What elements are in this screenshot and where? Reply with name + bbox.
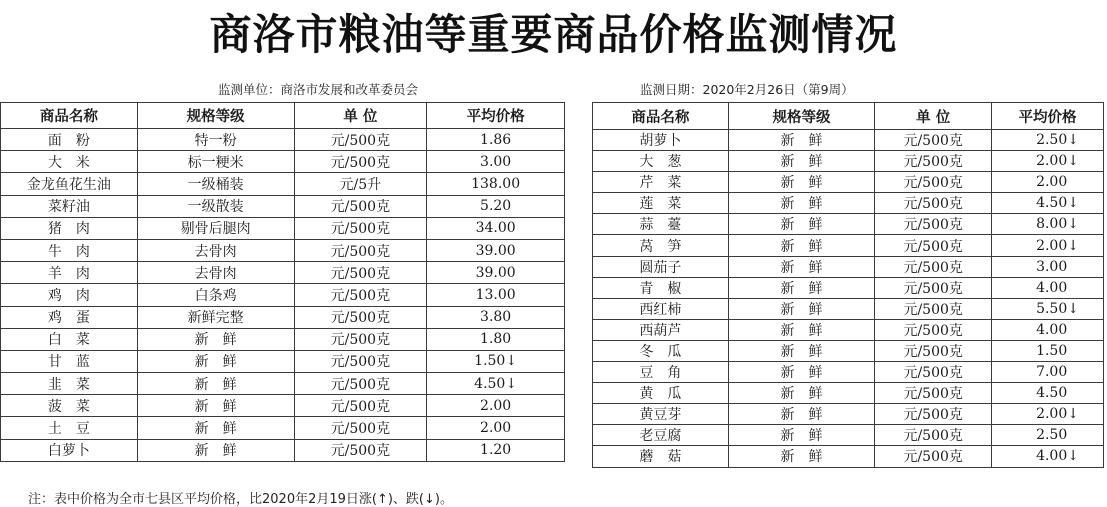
avg-price-cell: 5.50↓ — [992, 298, 1104, 319]
unit-cell: 元/500克 — [875, 425, 992, 446]
avg-price-cell: 1.80 — [427, 328, 565, 350]
table-row — [1, 417, 565, 439]
product-name-cell: 菠 菜 — [1, 395, 138, 417]
avg-price-cell: 2.50 — [992, 425, 1104, 446]
spec-grade-cell: 新 鲜 — [137, 417, 294, 439]
avg-price-cell: 4.00↓ — [992, 446, 1104, 467]
product-name-cell: 菜籽油 — [1, 195, 138, 217]
product-name-cell: 黄 瓜 — [593, 383, 729, 404]
unit-cell: 元/500克 — [294, 239, 427, 261]
unit-cell: 元/500克 — [875, 340, 992, 361]
product-name-cell: 鸡 蛋 — [1, 306, 138, 328]
table-header-row — [1, 103, 565, 129]
avg-price-cell: 7.00 — [992, 362, 1104, 383]
spec-grade-cell: 去骨肉 — [137, 262, 294, 284]
spec-grade-cell: 新 鲜 — [728, 340, 875, 361]
table-row — [593, 383, 1104, 404]
table-row — [1, 306, 565, 328]
avg-price-cell: 4.50↓ — [992, 193, 1104, 214]
header-product-name: 商品名称 — [593, 103, 729, 130]
table-row — [1, 373, 565, 395]
unit-cell: 元/500克 — [875, 256, 992, 277]
table-row — [1, 239, 565, 261]
table-row — [1, 217, 565, 239]
product-name-cell: 莴 笋 — [593, 235, 729, 256]
avg-price-cell: 1.50↓ — [427, 350, 565, 372]
avg-price-cell: 4.50↓ — [427, 373, 565, 395]
monitoring-date: 监测日期：2020年2月26日（第9周） — [640, 82, 854, 97]
avg-price-cell: 1.50 — [992, 340, 1104, 361]
table-row — [593, 193, 1104, 214]
product-name-cell: 芹 菜 — [593, 172, 729, 193]
unit-cell: 元/500克 — [294, 151, 427, 173]
table-row — [1, 195, 565, 217]
table-row — [593, 446, 1104, 467]
unit-cell: 元/500克 — [875, 277, 992, 298]
price-table-left — [0, 102, 565, 462]
product-name-cell: 白萝卜 — [1, 439, 138, 461]
table-row — [593, 319, 1104, 340]
spec-grade-cell: 新 鲜 — [137, 395, 294, 417]
header-unit: 单 位 — [294, 103, 427, 129]
table-row — [593, 172, 1104, 193]
unit-cell: 元/500克 — [875, 383, 992, 404]
header-spec-grade: 规格等级 — [728, 103, 875, 130]
spec-grade-cell: 剔骨后腿肉 — [137, 217, 294, 239]
table-row — [1, 350, 565, 372]
product-name-cell: 蘑 菇 — [593, 446, 729, 467]
table-row — [593, 130, 1104, 151]
unit-cell: 元/500克 — [294, 395, 427, 417]
spec-grade-cell: 一级散装 — [137, 195, 294, 217]
avg-price-cell: 34.00 — [427, 217, 565, 239]
spec-grade-cell: 新 鲜 — [728, 235, 875, 256]
spec-grade-cell: 新 鲜 — [728, 214, 875, 235]
unit-cell: 元/500克 — [294, 195, 427, 217]
table-row — [1, 284, 565, 306]
avg-price-cell: 3.80 — [427, 306, 565, 328]
avg-price-cell: 1.86 — [427, 129, 565, 151]
avg-price-cell: 3.00 — [992, 256, 1104, 277]
table-row — [593, 425, 1104, 446]
product-name-cell: 白 菜 — [1, 328, 138, 350]
spec-grade-cell: 新 鲜 — [728, 277, 875, 298]
unit-cell: 元/500克 — [294, 439, 427, 461]
product-name-cell: 大 葱 — [593, 151, 729, 172]
avg-price-cell: 8.00↓ — [992, 214, 1104, 235]
product-name-cell: 甘 蓝 — [1, 350, 138, 372]
spec-grade-cell: 特一粉 — [137, 129, 294, 151]
unit-cell: 元/500克 — [875, 298, 992, 319]
table-row — [1, 129, 565, 151]
product-name-cell: 老豆腐 — [593, 425, 729, 446]
table-row — [1, 395, 565, 417]
product-name-cell: 冬 瓜 — [593, 340, 729, 361]
avg-price-cell: 2.00 — [427, 417, 565, 439]
header-unit: 单 位 — [875, 103, 992, 130]
product-name-cell: 蒜 薹 — [593, 214, 729, 235]
avg-price-cell: 2.00↓ — [992, 404, 1104, 425]
spec-grade-cell: 新 鲜 — [728, 319, 875, 340]
price-table-right — [592, 102, 1104, 468]
table-row — [593, 256, 1104, 277]
product-name-cell: 黄豆芽 — [593, 404, 729, 425]
table-row — [593, 404, 1104, 425]
avg-price-cell: 5.20 — [427, 195, 565, 217]
avg-price-cell: 2.00 — [427, 395, 565, 417]
product-name-cell: 大 米 — [1, 151, 138, 173]
unit-cell: 元/500克 — [294, 129, 427, 151]
unit-cell: 元/500克 — [875, 214, 992, 235]
unit-cell: 元/500克 — [294, 284, 427, 306]
header-product-name: 商品名称 — [1, 103, 138, 129]
spec-grade-cell: 去骨肉 — [137, 239, 294, 261]
table-row — [593, 235, 1104, 256]
spec-grade-cell: 新 鲜 — [728, 256, 875, 277]
avg-price-cell: 13.00 — [427, 284, 565, 306]
product-name-cell: 圆茄子 — [593, 256, 729, 277]
table-row — [593, 151, 1104, 172]
spec-grade-cell: 新 鲜 — [728, 362, 875, 383]
product-name-cell: 豆 角 — [593, 362, 729, 383]
spec-grade-cell: 新 鲜 — [728, 172, 875, 193]
avg-price-cell: 4.50 — [992, 383, 1104, 404]
avg-price-cell: 2.50↓ — [992, 130, 1104, 151]
header-avg-price: 平均价格 — [427, 103, 565, 129]
spec-grade-cell: 新鲜完整 — [137, 306, 294, 328]
product-name-cell: 胡萝卜 — [593, 130, 729, 151]
header-avg-price: 平均价格 — [992, 103, 1104, 130]
product-name-cell: 西葫芦 — [593, 319, 729, 340]
product-name-cell: 牛 肉 — [1, 239, 138, 261]
spec-grade-cell: 白条鸡 — [137, 284, 294, 306]
unit-cell: 元/500克 — [875, 362, 992, 383]
table-header-row — [593, 103, 1104, 130]
table-row — [593, 340, 1104, 361]
unit-cell: 元/500克 — [294, 306, 427, 328]
unit-cell: 元/500克 — [294, 217, 427, 239]
product-name-cell: 鸡 肉 — [1, 284, 138, 306]
unit-cell: 元/500克 — [875, 151, 992, 172]
product-name-cell: 土 豆 — [1, 417, 138, 439]
spec-grade-cell: 新 鲜 — [728, 383, 875, 404]
avg-price-cell: 138.00 — [427, 173, 565, 195]
avg-price-cell: 2.00 — [992, 172, 1104, 193]
avg-price-cell: 4.00 — [992, 319, 1104, 340]
product-name-cell: 羊 肉 — [1, 262, 138, 284]
table-row — [1, 328, 565, 350]
product-name-cell: 猪 肉 — [1, 217, 138, 239]
table-row — [1, 173, 565, 195]
spec-grade-cell: 新 鲜 — [728, 404, 875, 425]
unit-cell: 元/500克 — [875, 404, 992, 425]
product-name-cell: 青 椒 — [593, 277, 729, 298]
product-name-cell: 面 粉 — [1, 129, 138, 151]
table-row — [593, 214, 1104, 235]
product-name-cell: 西红柿 — [593, 298, 729, 319]
table-row — [1, 151, 565, 173]
unit-cell: 元/500克 — [294, 417, 427, 439]
unit-cell: 元/500克 — [875, 172, 992, 193]
spec-grade-cell: 新 鲜 — [728, 193, 875, 214]
unit-cell: 元/5升 — [294, 173, 427, 195]
unit-cell: 元/500克 — [294, 350, 427, 372]
spec-grade-cell: 新 鲜 — [728, 151, 875, 172]
table-row — [593, 298, 1104, 319]
table-row — [593, 277, 1104, 298]
spec-grade-cell: 新 鲜 — [728, 130, 875, 151]
spec-grade-cell: 新 鲜 — [728, 446, 875, 467]
unit-cell: 元/500克 — [294, 373, 427, 395]
avg-price-cell: 4.00 — [992, 277, 1104, 298]
footnote: 注：表中价格为全市七县区平均价格，比2020年2月19日涨(↑)、跌(↓)。 — [28, 492, 453, 507]
avg-price-cell: 2.00↓ — [992, 151, 1104, 172]
product-name-cell: 莲 菜 — [593, 193, 729, 214]
spec-grade-cell: 新 鲜 — [137, 328, 294, 350]
unit-cell: 元/500克 — [875, 235, 992, 256]
spec-grade-cell: 一级桶装 — [137, 173, 294, 195]
unit-cell: 元/500克 — [875, 193, 992, 214]
unit-cell: 元/500克 — [294, 262, 427, 284]
spec-grade-cell: 标一粳米 — [137, 151, 294, 173]
spec-grade-cell: 新 鲜 — [728, 425, 875, 446]
table-row — [1, 439, 565, 461]
page-title: 商洛市粮油等重要商品价格监测情况 — [209, 10, 898, 59]
avg-price-cell: 39.00 — [427, 239, 565, 261]
avg-price-cell: 1.20 — [427, 439, 565, 461]
table-row — [593, 362, 1104, 383]
avg-price-cell: 39.00 — [427, 262, 565, 284]
monitoring-unit: 监测单位：商洛市发展和改革委员会 — [218, 82, 419, 97]
avg-price-cell: 2.00↓ — [992, 235, 1104, 256]
spec-grade-cell: 新 鲜 — [137, 373, 294, 395]
product-name-cell: 韭 菜 — [1, 373, 138, 395]
table-row — [1, 262, 565, 284]
spec-grade-cell: 新 鲜 — [728, 298, 875, 319]
spec-grade-cell: 新 鲜 — [137, 350, 294, 372]
spec-grade-cell: 新 鲜 — [137, 439, 294, 461]
unit-cell: 元/500克 — [294, 328, 427, 350]
unit-cell: 元/500克 — [875, 319, 992, 340]
avg-price-cell: 3.00 — [427, 151, 565, 173]
unit-cell: 元/500克 — [875, 446, 992, 467]
product-name-cell: 金龙鱼花生油 — [1, 173, 138, 195]
header-spec-grade: 规格等级 — [137, 103, 294, 129]
unit-cell: 元/500克 — [875, 130, 992, 151]
